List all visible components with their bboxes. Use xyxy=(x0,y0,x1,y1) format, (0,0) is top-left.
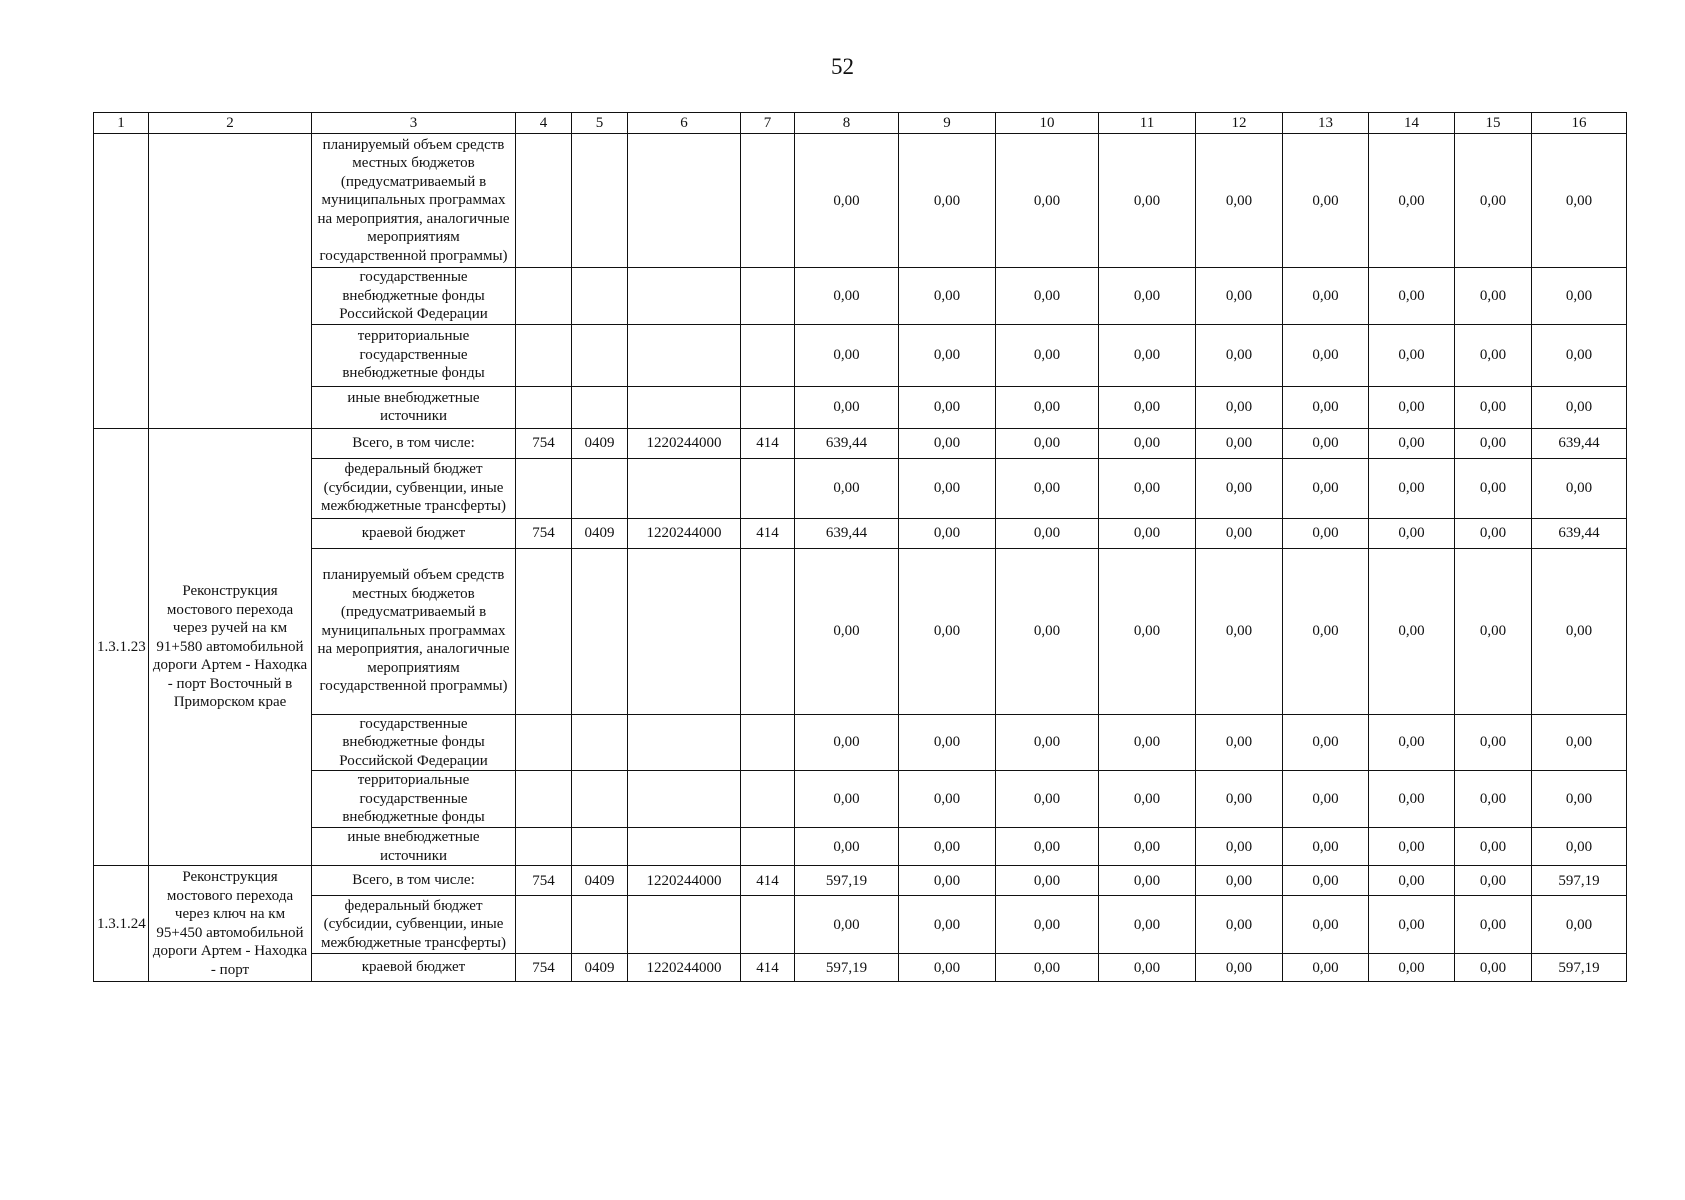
amount-cell: 0,00 xyxy=(1532,714,1627,771)
measure-code: 1.3.1.23 xyxy=(94,428,149,866)
expense-type xyxy=(741,458,795,518)
amount-cell: 0,00 xyxy=(1283,386,1369,428)
expense-type: 414 xyxy=(741,954,795,982)
amount-cell: 0,00 xyxy=(1455,866,1532,896)
amount-cell: 597,19 xyxy=(795,954,899,982)
amount-cell: 0,00 xyxy=(996,954,1099,982)
amount-cell: 0,00 xyxy=(795,386,899,428)
table-row xyxy=(94,324,1627,386)
column-header: 6 xyxy=(628,113,741,134)
column-header: 9 xyxy=(899,113,996,134)
amount-cell: 0,00 xyxy=(1196,954,1283,982)
page-number: 52 xyxy=(831,54,854,79)
amount-cell: 0,00 xyxy=(1283,714,1369,771)
table-row xyxy=(94,866,1627,896)
amount-cell: 0,00 xyxy=(1532,896,1627,954)
amount-cell: 0,00 xyxy=(1196,134,1283,268)
amount-cell: 0,00 xyxy=(1369,518,1455,548)
expense-type xyxy=(741,134,795,268)
amount-cell: 0,00 xyxy=(1283,324,1369,386)
amount-cell: 0,00 xyxy=(1196,548,1283,714)
amount-cell: 0,00 xyxy=(1099,324,1196,386)
amount-cell: 0,00 xyxy=(795,268,899,325)
amount-cell: 0,00 xyxy=(996,548,1099,714)
funding-source: федеральный бюджет (субсидии, субвенции, иные межбюджетные трансферты) xyxy=(312,458,516,518)
amount-cell: 0,00 xyxy=(1455,458,1532,518)
funding-source: иные внебюджетные источники xyxy=(312,828,516,866)
expense-type xyxy=(741,324,795,386)
amount-cell: 0,00 xyxy=(1196,458,1283,518)
amount-cell: 0,00 xyxy=(996,771,1099,828)
grbs-code xyxy=(516,828,572,866)
amount-cell: 0,00 xyxy=(1283,954,1369,982)
amount-cell: 0,00 xyxy=(1283,134,1369,268)
amount-cell: 0,00 xyxy=(795,458,899,518)
amount-cell: 0,00 xyxy=(1369,896,1455,954)
grbs-code: 754 xyxy=(516,866,572,896)
amount-cell: 0,00 xyxy=(795,828,899,866)
column-header: 12 xyxy=(1196,113,1283,134)
column-header: 4 xyxy=(516,113,572,134)
amount-cell: 0,00 xyxy=(899,134,996,268)
amount-cell: 639,44 xyxy=(1532,518,1627,548)
column-header: 2 xyxy=(149,113,312,134)
amount-cell: 0,00 xyxy=(899,954,996,982)
column-header: 3 xyxy=(312,113,516,134)
section-code xyxy=(572,268,628,325)
amount-cell: 0,00 xyxy=(996,428,1099,458)
measure-name: Реконструкция мостового перехода через ключ на км 95+450 автомобильной дороги Артем - Находка - порт xyxy=(149,866,312,982)
column-header: 14 xyxy=(1369,113,1455,134)
grbs-code xyxy=(516,896,572,954)
grbs-code: 754 xyxy=(516,954,572,982)
amount-cell: 0,00 xyxy=(1455,714,1532,771)
amount-cell: 0,00 xyxy=(795,134,899,268)
amount-cell: 0,00 xyxy=(899,548,996,714)
amount-cell: 0,00 xyxy=(795,896,899,954)
amount-cell: 0,00 xyxy=(1196,866,1283,896)
table-row xyxy=(94,896,1627,954)
amount-cell: 0,00 xyxy=(1532,324,1627,386)
amount-cell: 0,00 xyxy=(996,866,1099,896)
amount-cell: 0,00 xyxy=(1283,268,1369,325)
amount-cell: 0,00 xyxy=(1283,896,1369,954)
target-article: 1220244000 xyxy=(628,518,741,548)
column-header: 10 xyxy=(996,113,1099,134)
amount-cell: 639,44 xyxy=(1532,428,1627,458)
section-code: 0409 xyxy=(572,866,628,896)
amount-cell: 0,00 xyxy=(1455,548,1532,714)
amount-cell: 0,00 xyxy=(1283,771,1369,828)
amount-cell: 0,00 xyxy=(996,518,1099,548)
amount-cell: 0,00 xyxy=(1283,518,1369,548)
amount-cell: 597,19 xyxy=(795,866,899,896)
amount-cell: 0,00 xyxy=(795,324,899,386)
amount-cell: 0,00 xyxy=(1283,548,1369,714)
funding-source: иные внебюджетные источники xyxy=(312,386,516,428)
target-article: 1220244000 xyxy=(628,954,741,982)
amount-cell: 0,00 xyxy=(1455,896,1532,954)
amount-cell: 0,00 xyxy=(996,268,1099,325)
amount-cell: 0,00 xyxy=(1532,386,1627,428)
amount-cell: 639,44 xyxy=(795,518,899,548)
amount-cell: 0,00 xyxy=(1099,866,1196,896)
amount-cell: 0,00 xyxy=(1455,324,1532,386)
amount-cell: 0,00 xyxy=(1369,268,1455,325)
amount-cell: 0,00 xyxy=(1196,428,1283,458)
amount-cell: 0,00 xyxy=(899,518,996,548)
amount-cell: 0,00 xyxy=(1099,268,1196,325)
expense-type xyxy=(741,828,795,866)
amount-cell: 0,00 xyxy=(1283,458,1369,518)
table-row xyxy=(94,386,1627,428)
amount-cell: 0,00 xyxy=(1099,386,1196,428)
table-row xyxy=(94,771,1627,828)
amount-cell: 0,00 xyxy=(1532,458,1627,518)
grbs-code xyxy=(516,714,572,771)
table-row xyxy=(94,268,1627,325)
amount-cell: 0,00 xyxy=(899,268,996,325)
amount-cell: 0,00 xyxy=(1455,428,1532,458)
amount-cell: 0,00 xyxy=(899,428,996,458)
grbs-code xyxy=(516,458,572,518)
amount-cell: 0,00 xyxy=(795,548,899,714)
section-code: 0409 xyxy=(572,428,628,458)
amount-cell: 0,00 xyxy=(1196,324,1283,386)
amount-cell: 0,00 xyxy=(1455,954,1532,982)
amount-cell: 0,00 xyxy=(1196,386,1283,428)
amount-cell: 0,00 xyxy=(1455,386,1532,428)
amount-cell: 0,00 xyxy=(996,896,1099,954)
funding-source: федеральный бюджет (субсидии, субвенции, иные межбюджетные трансферты) xyxy=(312,896,516,954)
funding-source: планируемый объем средств местных бюджетов (предусматриваемый в муниципальных программах на мероприятия, аналогичные мероприятиям государственной программы) xyxy=(312,134,516,268)
expense-type: 414 xyxy=(741,518,795,548)
amount-cell: 0,00 xyxy=(1099,428,1196,458)
amount-cell: 0,00 xyxy=(899,386,996,428)
amount-cell: 639,44 xyxy=(795,428,899,458)
table-row xyxy=(94,714,1627,771)
amount-cell: 0,00 xyxy=(1369,866,1455,896)
amount-cell: 0,00 xyxy=(1532,771,1627,828)
target-article: 1220244000 xyxy=(628,866,741,896)
amount-cell: 0,00 xyxy=(1099,458,1196,518)
section-code: 0409 xyxy=(572,954,628,982)
target-article: 1220244000 xyxy=(628,428,741,458)
amount-cell: 0,00 xyxy=(1196,828,1283,866)
grbs-code xyxy=(516,134,572,268)
amount-cell: 0,00 xyxy=(1532,828,1627,866)
amount-cell: 0,00 xyxy=(795,714,899,771)
amount-cell: 0,00 xyxy=(899,866,996,896)
measure-code: 1.3.1.24 xyxy=(94,866,149,982)
section-code xyxy=(572,896,628,954)
funding-source: краевой бюджет xyxy=(312,954,516,982)
expense-type: 414 xyxy=(741,428,795,458)
section-code xyxy=(572,386,628,428)
table-row xyxy=(94,428,1627,458)
table-row xyxy=(94,954,1627,982)
section-code xyxy=(572,458,628,518)
table-row xyxy=(94,458,1627,518)
column-header: 13 xyxy=(1283,113,1369,134)
amount-cell: 0,00 xyxy=(1196,896,1283,954)
expense-type xyxy=(741,386,795,428)
section-code xyxy=(572,134,628,268)
amount-cell: 0,00 xyxy=(1283,866,1369,896)
amount-cell: 0,00 xyxy=(1369,428,1455,458)
section-code xyxy=(572,548,628,714)
amount-cell: 0,00 xyxy=(1283,428,1369,458)
target-article xyxy=(628,828,741,866)
expense-type xyxy=(741,896,795,954)
target-article xyxy=(628,458,741,518)
amount-cell: 0,00 xyxy=(1196,714,1283,771)
section-code xyxy=(572,771,628,828)
funding-source: территориальные государственные внебюджетные фонды xyxy=(312,771,516,828)
amount-cell: 0,00 xyxy=(1455,828,1532,866)
amount-cell: 0,00 xyxy=(1532,268,1627,325)
expense-type xyxy=(741,714,795,771)
amount-cell: 0,00 xyxy=(1369,386,1455,428)
amount-cell: 0,00 xyxy=(1099,896,1196,954)
column-header: 15 xyxy=(1455,113,1532,134)
amount-cell: 0,00 xyxy=(996,714,1099,771)
grbs-code xyxy=(516,324,572,386)
amount-cell: 597,19 xyxy=(1532,866,1627,896)
table-row xyxy=(94,548,1627,714)
funding-source: государственные внебюджетные фонды Российской Федерации xyxy=(312,714,516,771)
column-header: 8 xyxy=(795,113,899,134)
measure-code xyxy=(94,134,149,429)
amount-cell: 0,00 xyxy=(899,896,996,954)
target-article xyxy=(628,134,741,268)
funding-source: территориальные государственные внебюджетные фонды xyxy=(312,324,516,386)
section-code xyxy=(572,714,628,771)
section-code xyxy=(572,828,628,866)
target-article xyxy=(628,548,741,714)
column-header: 16 xyxy=(1532,113,1627,134)
amount-cell: 0,00 xyxy=(1099,518,1196,548)
amount-cell: 0,00 xyxy=(1283,828,1369,866)
amount-cell: 0,00 xyxy=(1369,324,1455,386)
amount-cell: 0,00 xyxy=(1369,548,1455,714)
target-article xyxy=(628,324,741,386)
grbs-code xyxy=(516,771,572,828)
amount-cell: 0,00 xyxy=(899,828,996,866)
amount-cell: 0,00 xyxy=(1099,828,1196,866)
section-code xyxy=(572,324,628,386)
expense-type: 414 xyxy=(741,866,795,896)
grbs-code xyxy=(516,386,572,428)
funding-source: планируемый объем средств местных бюджетов (предусматриваемый в муниципальных программах на мероприятия, аналогичные мероприятиям государственной программы) xyxy=(312,548,516,714)
expense-type xyxy=(741,771,795,828)
amount-cell: 0,00 xyxy=(1369,458,1455,518)
amount-cell: 0,00 xyxy=(899,771,996,828)
budget-table xyxy=(93,112,1627,982)
measure-name: Реконструкция мостового перехода через ручей на км 91+580 автомобильной дороги Артем - Находка - порт Восточный в Приморском крае xyxy=(149,428,312,866)
table-row xyxy=(94,828,1627,866)
amount-cell: 0,00 xyxy=(1532,134,1627,268)
section-code: 0409 xyxy=(572,518,628,548)
amount-cell: 0,00 xyxy=(1196,771,1283,828)
column-header: 11 xyxy=(1099,113,1196,134)
grbs-code: 754 xyxy=(516,428,572,458)
target-article xyxy=(628,896,741,954)
amount-cell: 0,00 xyxy=(1369,714,1455,771)
funding-source: Всего, в том числе: xyxy=(312,866,516,896)
amount-cell: 0,00 xyxy=(996,828,1099,866)
amount-cell: 0,00 xyxy=(996,458,1099,518)
amount-cell: 0,00 xyxy=(1196,268,1283,325)
amount-cell: 0,00 xyxy=(795,771,899,828)
amount-cell: 0,00 xyxy=(996,324,1099,386)
table-row xyxy=(94,518,1627,548)
funding-source: Всего, в том числе: xyxy=(312,428,516,458)
amount-cell: 0,00 xyxy=(1196,518,1283,548)
amount-cell: 0,00 xyxy=(1369,954,1455,982)
amount-cell: 0,00 xyxy=(1099,134,1196,268)
amount-cell: 0,00 xyxy=(1369,134,1455,268)
target-article xyxy=(628,771,741,828)
amount-cell: 0,00 xyxy=(1532,548,1627,714)
amount-cell: 0,00 xyxy=(1455,268,1532,325)
expense-type xyxy=(741,548,795,714)
amount-cell: 0,00 xyxy=(1099,548,1196,714)
target-article xyxy=(628,714,741,771)
expense-type xyxy=(741,268,795,325)
amount-cell: 0,00 xyxy=(1099,714,1196,771)
amount-cell: 0,00 xyxy=(1099,954,1196,982)
table-body xyxy=(94,134,1627,982)
amount-cell: 0,00 xyxy=(899,714,996,771)
measure-name xyxy=(149,134,312,429)
amount-cell: 0,00 xyxy=(996,386,1099,428)
amount-cell: 0,00 xyxy=(1455,518,1532,548)
amount-cell: 0,00 xyxy=(899,324,996,386)
amount-cell: 0,00 xyxy=(996,134,1099,268)
column-header: 7 xyxy=(741,113,795,134)
amount-cell: 0,00 xyxy=(1369,828,1455,866)
amount-cell: 0,00 xyxy=(1369,771,1455,828)
grbs-code xyxy=(516,268,572,325)
column-header: 1 xyxy=(94,113,149,134)
amount-cell: 597,19 xyxy=(1532,954,1627,982)
target-article xyxy=(628,386,741,428)
column-number-row xyxy=(94,113,1627,134)
grbs-code xyxy=(516,548,572,714)
amount-cell: 0,00 xyxy=(899,458,996,518)
funding-source: государственные внебюджетные фонды Российской Федерации xyxy=(312,268,516,325)
funding-source: краевой бюджет xyxy=(312,518,516,548)
amount-cell: 0,00 xyxy=(1455,134,1532,268)
target-article xyxy=(628,268,741,325)
table-row xyxy=(94,134,1627,268)
amount-cell: 0,00 xyxy=(1455,771,1532,828)
column-header: 5 xyxy=(572,113,628,134)
grbs-code: 754 xyxy=(516,518,572,548)
amount-cell: 0,00 xyxy=(1099,771,1196,828)
